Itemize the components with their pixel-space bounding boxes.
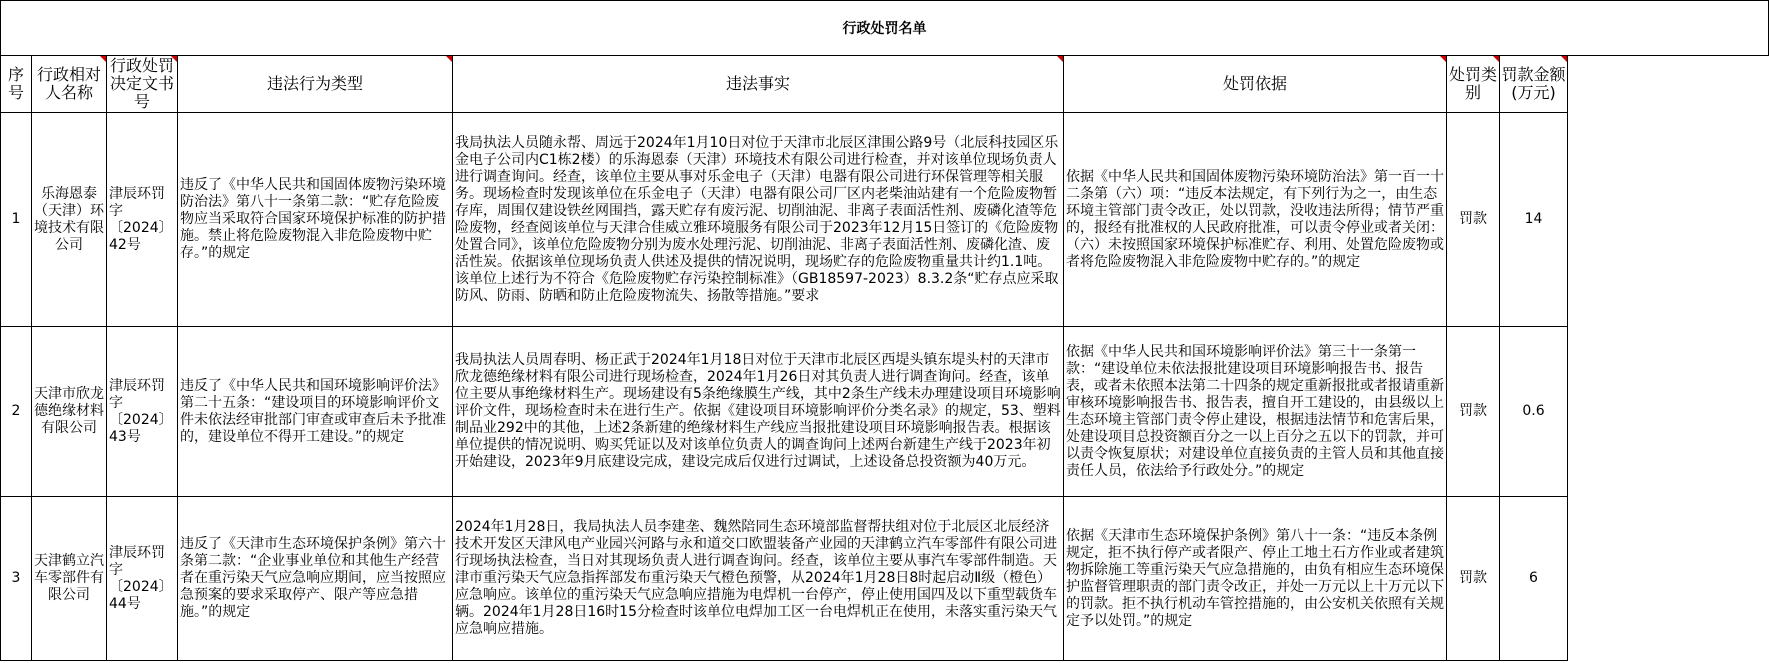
comment-marker (171, 56, 177, 62)
row-facts: 我局执法人员随永帮、周远于2024年1月10日对位于天津市北辰区津围公路9号（北辰科技园区乐金电子公司内C1栋2楼）的乐海恩泰（天津）环境技术有限公司进行检查，并对该单位现场负责人进行调查询问。经查，该单位主要从事对乐金电子（天津）电器有限公司进行环保管理等相关服务。现场检查时发现该单位在乐金电子（天津）电器有限公司厂区内老柴油站建有一个危险废物暂存库，周围仅建设铁丝网围挡，露天贮存有废污泥、切削油泥、非离子表面活性剂、废磷化渣等危险废物，经查阅该单位与天津合佳威立雅环境服务有限公司于2023年12月15日签订的《危险废物处置合同》，该单位危险废物分别为废水处理污泥、切削油泥、非离子表面活性剂、废磷化渣、废活性炭。依据该单位现场负责人供述及提供的情况说明，现场贮存的危险废物重量共计约1.1吨。该单位上述行为不符合《危险废物贮存污染控制标准》（GB18597-2023）8.3.2条“贮存点应采取防风、防雨、防晒和防止危险废物流失、扬散等措施。”要求 (453, 113, 1064, 327)
header-seq: 序号 (1, 56, 32, 113)
row-amount: 14 (1500, 113, 1568, 327)
row-violation-type: 违反了《天津市生态环境保护条例》第六十条第二款：“企业事业单位和其他生产经营者在重污染天气应急响应期间，应当按照应急预案的要求采取停产、限产等应急措施。”的规定 (178, 497, 453, 661)
row-name: 乐海恩泰（天津）环境技术有限公司 (32, 113, 107, 327)
row-seq: 2 (1, 327, 32, 497)
comment-marker (1561, 56, 1567, 62)
header-violation-type (178, 56, 453, 113)
comment-marker (446, 56, 452, 62)
comment-marker (100, 56, 106, 62)
row-category: 罚款 (1447, 497, 1500, 661)
header-amount-text: 罚款金额(万元) (1501, 65, 1566, 102)
row-doc-no: 津辰环罚字〔2024〕44号 (107, 497, 178, 661)
header-amount (1500, 56, 1568, 113)
table-row (1, 113, 1568, 327)
row-facts: 我局执法人员周春明、杨正武于2024年1月18日对位于天津市北辰区西堤头镇东堤头村的天津市欣龙德绝缘材料有限公司进行现场检查，2024年1月26日对其负责人进行调查询问。经查，该单位主要从事绝缘材料生产。现场建设有5条绝缘膜生产线，其中2条生产线未办理建设项目环境影响评价文件，现场检查时未在进行生产。依据《建设项目环境影响评价分类名录》的规定，53、塑料制品业292中的其他，上述2条新建的绝缘材料生产线应当报批建设项目环境影响报告表。根据该单位提供的情况说明、购买凭证以及对该单位负责人的调查询问上述两台新建生产线于2023年初开始建设，2023年9月底建设完成，建设完成后仅进行过调试，上述设备总投资额为40万元。 (453, 327, 1064, 497)
header-violation-type-text: 违法行为类型 (266, 74, 363, 93)
row-name: 天津鹤立汽车零部件有限公司 (32, 497, 107, 661)
header-name (32, 56, 107, 113)
row-name: 天津市欣龙德绝缘材料有限公司 (32, 327, 107, 497)
table-row (1, 497, 1568, 661)
comment-marker (1057, 56, 1063, 62)
row-doc-no: 津辰环罚字〔2024〕43号 (107, 327, 178, 497)
page-title-text: 行政处罚名单 (842, 21, 927, 37)
row-seq: 3 (1, 497, 32, 661)
header-category (1447, 56, 1500, 113)
table-row (1, 327, 1568, 497)
row-amount: 6 (1500, 497, 1568, 661)
page-title (0, 0, 1769, 56)
header-facts (453, 56, 1064, 113)
row-category: 罚款 (1447, 327, 1500, 497)
penalty-table (0, 55, 1568, 661)
header-row (1, 56, 1568, 113)
row-facts: 2024年1月28日，我局执法人员李建垄、魏然陪同生态环境部监督帮扶组对位于北辰区北辰经济技术开发区天津风电产业园兴河路与永和道交口欧盟装备产业园的天津鹤立汽车零部件有限公司进行现场执法检查，当日对其现场负责人进行调查询问。经查，该单位主要从事汽车零部件制造。天津市重污染天气应急指挥部发布重污染天气橙色预警，从2024年1月28日8时起启动Ⅱ级（橙色）应急响应。该单位的重污染天气应急响应措施为电焊机一台停产，停止使用国四及以下重型载货车辆。2024年1月28日16时15分检查时该单位电焊加工区一台电焊机正在使用，未落实重污染天气应急响应措施。 (453, 497, 1064, 661)
row-basis: 依据《天津市生态环境保护条例》第八十一条：“违反本条例规定，拒不执行停产或者限产、停止工地土石方作业或者建筑物拆除施工等重污染天气应急措施的，由负有相应生态环境保护监督管理职责的部门责令改正，并处一万元以上十万元以下的罚款。拒不执行机动车管控措施的，由公安机关依照有关规定予以处罚。”的规定 (1064, 497, 1447, 661)
row-doc-no: 津辰环罚字〔2024〕42号 (107, 113, 178, 327)
comment-marker (1440, 56, 1446, 62)
header-facts-text: 违法事实 (725, 74, 790, 93)
row-category: 罚款 (1447, 113, 1500, 327)
row-seq: 1 (1, 113, 32, 327)
row-violation-type: 违反了《中华人民共和国固体废物污染环境防治法》第八十一条第二款：“贮存危险废物应当采取符合国家环境保护标准的防护措施。禁止将危险废物混入非危险废物中贮存。”的规定 (178, 113, 453, 327)
header-name-text: 行政相对人名称 (36, 65, 101, 102)
row-amount: 0.6 (1500, 327, 1568, 497)
row-basis: 依据《中华人民共和国环境影响评价法》第三十一条第一款：“建设单位未依法报批建设项目环境影响报告书、报告表，或者未依照本法第二十四条的规定重新报批或者报请重新审核环境影响报告书、报告表，擅自开工建设的，由县级以上生态环境主管部门责令停止建设，根据违法情节和危害后果，处建设项目总投资额百分之一以上百分之五以下的罚款，并可以责令恢复原状；对建设单位直接负责的主管人员和其他直接责任人员，依法给予行政处分。”的规定 (1064, 327, 1447, 497)
header-category-text: 处罚类别 (1448, 65, 1497, 102)
header-doc-no-text: 行政处罚决定文书号 (109, 56, 174, 111)
header-doc-no (107, 56, 178, 113)
header-basis (1064, 56, 1447, 113)
comment-marker (1493, 56, 1499, 62)
row-violation-type: 违反了《中华人民共和国环境影响评价法》第二十五条：“建设项目的环境影响评价文件未依法经审批部门审查或审查后未予批准的，建设单位不得开工建设。”的规定 (178, 327, 453, 497)
header-basis-text: 处罚依据 (1222, 74, 1287, 93)
row-basis: 依据《中华人民共和国固体废物污染环境防治法》第一百一十二条第（六）项：“违反本法规定，有下列行为之一，由生态环境主管部门责令改正，处以罚款，没收违法所得；情节严重的，报经有批准权的人民政府批准，可以责令停业或者关闭：（六）未按照国家环境保护标准贮存、利用、处置危险废物或者将危险废物混入非危险废物中贮存的。”的规定 (1064, 113, 1447, 327)
